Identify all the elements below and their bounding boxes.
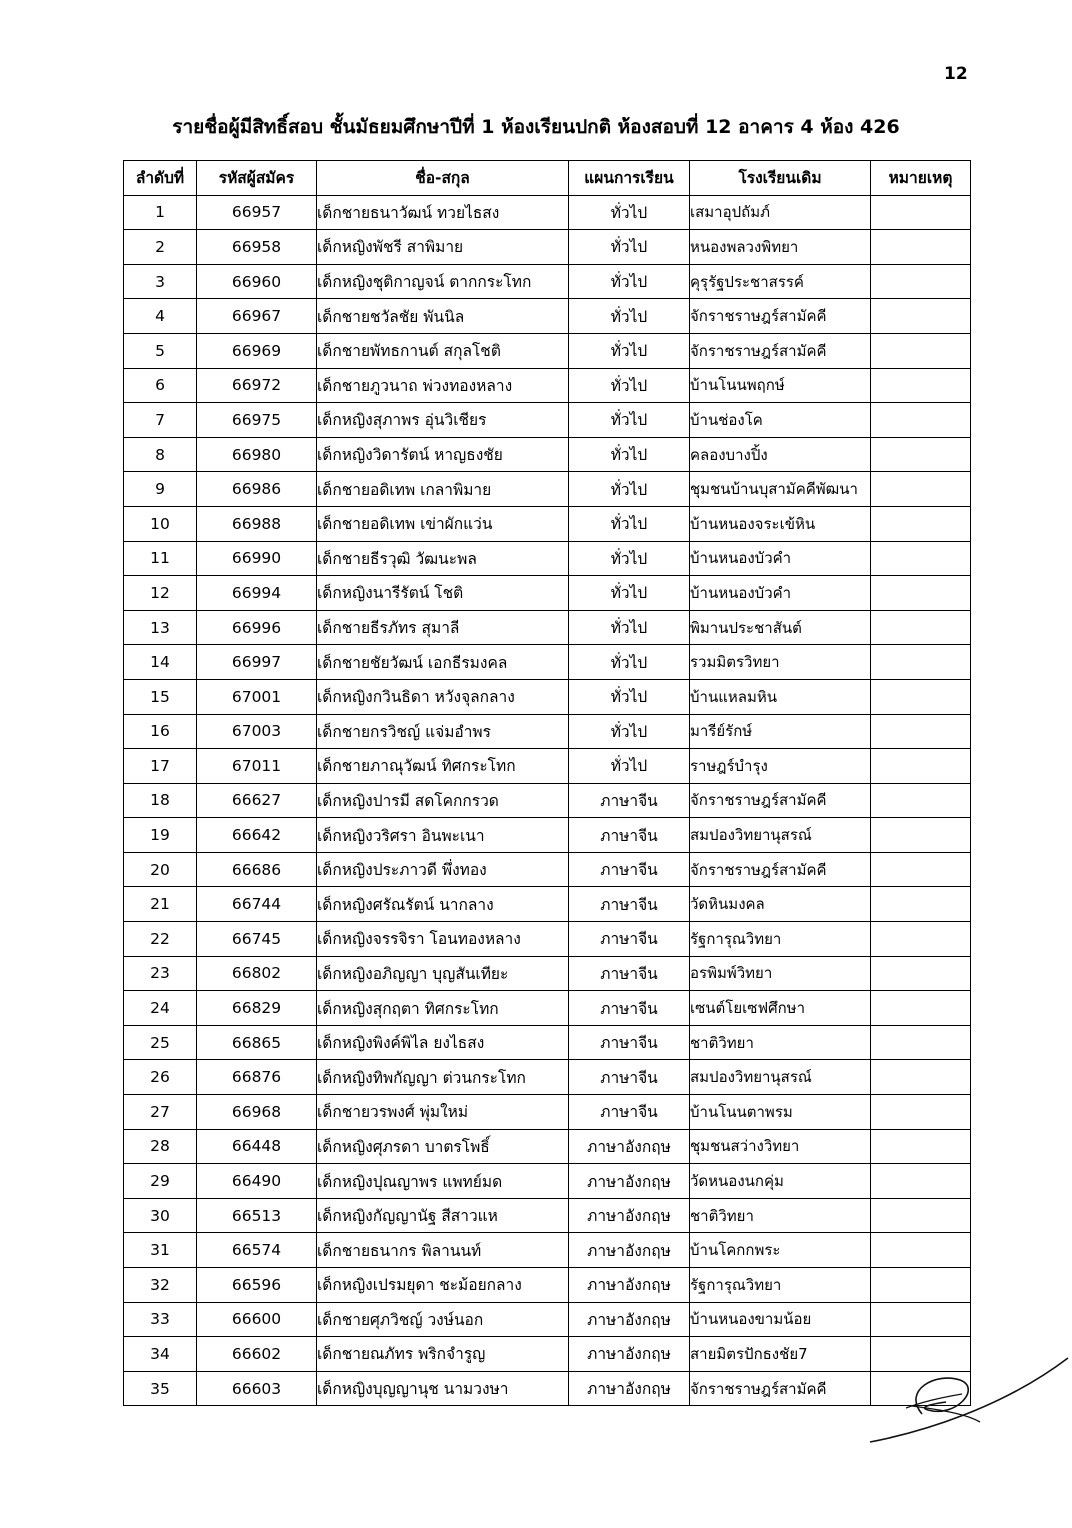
row-order: 5 — [124, 333, 197, 368]
table-row — [124, 645, 971, 680]
row-full-name: เด็กหญิงเปรมยุดา ชะม้อยกลาง — [317, 1268, 569, 1303]
row-remarks — [871, 541, 971, 576]
row-remarks — [871, 333, 971, 368]
row-study-plan: ภาษาจีน — [569, 887, 690, 922]
row-full-name: เด็กหญิงปุณญาพร แพทย์มด — [317, 1164, 569, 1199]
row-study-plan: ภาษาจีน — [569, 818, 690, 853]
row-applicant-id: 66960 — [197, 264, 317, 299]
row-full-name: เด็กชายธนากร พิลานนท์ — [317, 1233, 569, 1268]
table-row — [124, 1233, 971, 1268]
row-study-plan: ทั่วไป — [569, 714, 690, 749]
row-previous-school: คลองบางปิ้ง — [690, 437, 871, 472]
row-applicant-id: 66980 — [197, 437, 317, 472]
row-study-plan: ทั่วไป — [569, 264, 690, 299]
table-row — [124, 299, 971, 334]
row-applicant-id: 66994 — [197, 576, 317, 611]
table-row — [124, 403, 971, 438]
row-applicant-id: 66986 — [197, 472, 317, 507]
row-study-plan: ทั่วไป — [569, 403, 690, 438]
row-remarks — [871, 506, 971, 541]
table-row — [124, 714, 971, 749]
row-study-plan: ภาษาจีน — [569, 956, 690, 991]
row-order: 29 — [124, 1164, 197, 1199]
row-previous-school: อรพิมพ์วิทยา — [690, 956, 871, 991]
row-previous-school: ชุมชนบ้านบุสามัคคีพัฒนา — [690, 472, 871, 507]
row-full-name: เด็กชายชวัลชัย พันนิล — [317, 299, 569, 334]
row-order: 17 — [124, 749, 197, 784]
row-order: 23 — [124, 956, 197, 991]
row-applicant-id: 66996 — [197, 610, 317, 645]
row-full-name: เด็กหญิงพิงค์พิไล ยงไธสง — [317, 1025, 569, 1060]
row-applicant-id: 66744 — [197, 887, 317, 922]
row-applicant-id: 66490 — [197, 1164, 317, 1199]
row-previous-school: พิมานประชาสันต์ — [690, 610, 871, 645]
row-remarks — [871, 1302, 971, 1337]
row-order: 27 — [124, 1095, 197, 1130]
row-applicant-id: 66968 — [197, 1095, 317, 1130]
table-row — [124, 368, 971, 403]
row-applicant-id: 66876 — [197, 1060, 317, 1095]
table-row — [124, 922, 971, 957]
row-full-name: เด็กหญิงวริศรา อินพะเนา — [317, 818, 569, 853]
table-row — [124, 195, 971, 230]
row-full-name: เด็กหญิงนารีรัตน์ โชติ — [317, 576, 569, 611]
table-row — [124, 333, 971, 368]
row-previous-school: บ้านโคกกพระ — [690, 1233, 871, 1268]
row-full-name: เด็กชายภูวนาถ พ่วงทองหลาง — [317, 368, 569, 403]
table-row — [124, 1060, 971, 1095]
row-order: 9 — [124, 472, 197, 507]
row-remarks — [871, 368, 971, 403]
table-body — [124, 195, 971, 1406]
table-row — [124, 1268, 971, 1303]
row-order: 1 — [124, 195, 197, 230]
row-order: 31 — [124, 1233, 197, 1268]
table-row — [124, 610, 971, 645]
header-full-name: ชื่อ-สกุล — [317, 161, 569, 196]
row-remarks — [871, 1060, 971, 1095]
row-remarks — [871, 437, 971, 472]
row-full-name: เด็กหญิงประภาวดี พึ่งทอง — [317, 852, 569, 887]
row-full-name: เด็กหญิงอภิญญา บุญสันเทียะ — [317, 956, 569, 991]
row-full-name: เด็กหญิงจรรจิรา โอนทองหลาง — [317, 922, 569, 957]
row-previous-school: บ้านหนองบัวคำ — [690, 576, 871, 611]
row-full-name: เด็กชายพัทธกานต์ สกุลโชติ — [317, 333, 569, 368]
row-previous-school: บ้านโนนตาพรม — [690, 1095, 871, 1130]
row-order: 16 — [124, 714, 197, 749]
row-applicant-id: 66988 — [197, 506, 317, 541]
row-full-name: เด็กชายณภัทร พริกจำรูญ — [317, 1337, 569, 1372]
row-full-name: เด็กชายวรพงศ์ พุ่มใหม่ — [317, 1095, 569, 1130]
row-study-plan: ทั่วไป — [569, 437, 690, 472]
row-applicant-id: 66602 — [197, 1337, 317, 1372]
page-title: รายชื่อผู้มีสิทธิ์สอบ ชั้นมัธยมศึกษาปีที่ 1 ห้องเรียนปกติ ห้องสอบที่ 12 อาคาร 4 ห้อง 426 — [172, 116, 900, 138]
row-applicant-id: 67001 — [197, 679, 317, 714]
row-study-plan: ภาษาจีน — [569, 783, 690, 818]
row-previous-school: วัดหนองนกคุ่ม — [690, 1164, 871, 1199]
table-header-row — [124, 161, 971, 196]
row-study-plan: ทั่วไป — [569, 506, 690, 541]
row-full-name: เด็กหญิงวิดารัตน์ หาญธงชัย — [317, 437, 569, 472]
row-applicant-id: 66957 — [197, 195, 317, 230]
row-remarks — [871, 576, 971, 611]
row-full-name: เด็กชายอดิเทพ เกลาพิมาย — [317, 472, 569, 507]
row-previous-school: หนองพลวงพิทยา — [690, 230, 871, 265]
row-full-name: เด็กหญิงบุญญานุช นามวงษา — [317, 1371, 569, 1406]
row-full-name: เด็กชายธีรภัทร สุมาลี — [317, 610, 569, 645]
table-row — [124, 783, 971, 818]
row-previous-school: บ้านช่องโค — [690, 403, 871, 438]
row-full-name: เด็กหญิงสุภาพร อุ่นวิเชียร — [317, 403, 569, 438]
row-remarks — [871, 264, 971, 299]
row-applicant-id: 66603 — [197, 1371, 317, 1406]
row-remarks — [871, 818, 971, 853]
signature — [862, 1346, 1072, 1451]
table-row — [124, 1095, 971, 1130]
table-row — [124, 230, 971, 265]
row-full-name: เด็กชายภาณุวัฒน์ ทิศกระโทก — [317, 749, 569, 784]
row-applicant-id: 66596 — [197, 1268, 317, 1303]
row-remarks — [871, 230, 971, 265]
row-order: 35 — [124, 1371, 197, 1406]
row-previous-school: สมปองวิทยานุสรณ์ — [690, 1060, 871, 1095]
row-study-plan: ภาษาจีน — [569, 1060, 690, 1095]
row-applicant-id: 66802 — [197, 956, 317, 991]
row-applicant-id: 66448 — [197, 1129, 317, 1164]
row-previous-school: คุรุรัฐประชาสรรค์ — [690, 264, 871, 299]
table-row — [124, 1025, 971, 1060]
row-study-plan: ทั่วไป — [569, 472, 690, 507]
row-full-name: เด็กชายชัยวัฒน์ เอกธีรมงคล — [317, 645, 569, 680]
row-study-plan: ทั่วไป — [569, 645, 690, 680]
row-previous-school: จักราชราษฎร์สามัคคี — [690, 783, 871, 818]
row-applicant-id: 66642 — [197, 818, 317, 853]
table-row — [124, 887, 971, 922]
table-row — [124, 576, 971, 611]
row-full-name: เด็กหญิงศรัณรัตน์ นากลาง — [317, 887, 569, 922]
row-remarks — [871, 610, 971, 645]
row-applicant-id: 66745 — [197, 922, 317, 957]
row-remarks — [871, 749, 971, 784]
row-previous-school: ราษฎร์บำรุง — [690, 749, 871, 784]
table-row — [124, 1337, 971, 1372]
row-study-plan: ภาษาอังกฤษ — [569, 1129, 690, 1164]
row-remarks — [871, 1025, 971, 1060]
row-order: 33 — [124, 1302, 197, 1337]
row-applicant-id: 66997 — [197, 645, 317, 680]
row-full-name: เด็กชายธีรวุฒิ วัฒนะพล — [317, 541, 569, 576]
row-remarks — [871, 195, 971, 230]
row-study-plan: ทั่วไป — [569, 230, 690, 265]
row-study-plan: ทั่วไป — [569, 749, 690, 784]
row-order: 8 — [124, 437, 197, 472]
row-order: 25 — [124, 1025, 197, 1060]
table-row — [124, 991, 971, 1026]
row-full-name: เด็กหญิงศุภรดา บาตรโพธิ์ — [317, 1129, 569, 1164]
row-study-plan: ภาษาอังกฤษ — [569, 1198, 690, 1233]
row-previous-school: เสมาอุปถัมภ์ — [690, 195, 871, 230]
row-previous-school: รวมมิตรวิทยา — [690, 645, 871, 680]
row-order: 34 — [124, 1337, 197, 1372]
row-full-name: เด็กหญิงกัญญานัฐ สีสาวแห — [317, 1198, 569, 1233]
header-order: ลำดับที่ — [124, 161, 197, 196]
row-previous-school: จักราชราษฎร์สามัคคี — [690, 852, 871, 887]
header-previous-school: โรงเรียนเดิม — [690, 161, 871, 196]
row-study-plan: ภาษาอังกฤษ — [569, 1371, 690, 1406]
page-number: 12 — [944, 64, 968, 84]
row-applicant-id: 66574 — [197, 1233, 317, 1268]
row-remarks — [871, 1268, 971, 1303]
row-previous-school: บ้านหนองขามน้อย — [690, 1302, 871, 1337]
row-full-name: เด็กหญิงพัชรี สาพิมาย — [317, 230, 569, 265]
row-remarks — [871, 956, 971, 991]
row-previous-school: บ้านโนนพฤกษ์ — [690, 368, 871, 403]
table-row — [124, 506, 971, 541]
table-row — [124, 1129, 971, 1164]
header-remarks: หมายเหตุ — [871, 161, 971, 196]
row-order: 30 — [124, 1198, 197, 1233]
table-row — [124, 956, 971, 991]
row-remarks — [871, 887, 971, 922]
row-previous-school: รัฐการุณวิทยา — [690, 922, 871, 957]
row-previous-school: บ้านแหลมหิน — [690, 679, 871, 714]
table-row — [124, 1302, 971, 1337]
row-applicant-id: 67011 — [197, 749, 317, 784]
row-full-name: เด็กชายศุภวิชญ์ วงษ์นอก — [317, 1302, 569, 1337]
row-previous-school: วัดหินมงคล — [690, 887, 871, 922]
row-order: 22 — [124, 922, 197, 957]
row-study-plan: ภาษาอังกฤษ — [569, 1337, 690, 1372]
row-order: 13 — [124, 610, 197, 645]
row-applicant-id: 66829 — [197, 991, 317, 1026]
row-remarks — [871, 1198, 971, 1233]
row-previous-school: ชุมชนสว่างวิทยา — [690, 1129, 871, 1164]
row-study-plan: ภาษาอังกฤษ — [569, 1302, 690, 1337]
row-previous-school: ชาติวิทยา — [690, 1198, 871, 1233]
row-order: 2 — [124, 230, 197, 265]
row-remarks — [871, 783, 971, 818]
row-previous-school: บ้านหนองบัวคำ — [690, 541, 871, 576]
table-row — [124, 541, 971, 576]
row-applicant-id: 66972 — [197, 368, 317, 403]
row-remarks — [871, 299, 971, 334]
row-remarks — [871, 922, 971, 957]
row-remarks — [871, 645, 971, 680]
row-remarks — [871, 714, 971, 749]
row-study-plan: ภาษาจีน — [569, 1095, 690, 1130]
table-row — [124, 1371, 971, 1406]
row-study-plan: ทั่วไป — [569, 679, 690, 714]
row-applicant-id: 66865 — [197, 1025, 317, 1060]
candidate-table — [123, 160, 971, 1406]
row-applicant-id: 66967 — [197, 299, 317, 334]
table-row — [124, 437, 971, 472]
row-remarks — [871, 1095, 971, 1130]
row-order: 28 — [124, 1129, 197, 1164]
table-row — [124, 1164, 971, 1199]
row-previous-school: บ้านหนองจระเข้หิน — [690, 506, 871, 541]
row-order: 24 — [124, 991, 197, 1026]
row-order: 32 — [124, 1268, 197, 1303]
table-row — [124, 852, 971, 887]
row-order: 26 — [124, 1060, 197, 1095]
row-order: 12 — [124, 576, 197, 611]
row-order: 10 — [124, 506, 197, 541]
row-applicant-id: 66958 — [197, 230, 317, 265]
row-remarks — [871, 679, 971, 714]
row-full-name: เด็กชายกรวิชญ์ แจ่มอำพร — [317, 714, 569, 749]
row-order: 11 — [124, 541, 197, 576]
row-applicant-id: 67003 — [197, 714, 317, 749]
table-row — [124, 818, 971, 853]
row-study-plan: ภาษาจีน — [569, 991, 690, 1026]
row-order: 21 — [124, 887, 197, 922]
row-previous-school: เซนต์โยเซฟศึกษา — [690, 991, 871, 1026]
row-applicant-id: 66969 — [197, 333, 317, 368]
row-full-name: เด็กหญิงชุติกาญจน์ ตากกระโทก — [317, 264, 569, 299]
row-applicant-id: 66990 — [197, 541, 317, 576]
table-row — [124, 1198, 971, 1233]
row-previous-school: รัฐการุณวิทยา — [690, 1268, 871, 1303]
row-study-plan: ภาษาจีน — [569, 922, 690, 957]
row-remarks — [871, 1129, 971, 1164]
row-study-plan: ภาษาจีน — [569, 1025, 690, 1060]
row-previous-school: สมปองวิทยานุสรณ์ — [690, 818, 871, 853]
row-order: 15 — [124, 679, 197, 714]
row-remarks — [871, 1233, 971, 1268]
row-full-name: เด็กหญิงทิพกัญญา ต่วนกระโทก — [317, 1060, 569, 1095]
row-full-name: เด็กหญิงกวินธิดา หวังจุลกลาง — [317, 679, 569, 714]
row-remarks — [871, 403, 971, 438]
row-order: 4 — [124, 299, 197, 334]
row-study-plan: ทั่วไป — [569, 195, 690, 230]
row-order: 20 — [124, 852, 197, 887]
row-previous-school: จักราชราษฎร์สามัคคี — [690, 299, 871, 334]
row-remarks — [871, 1164, 971, 1199]
row-order: 6 — [124, 368, 197, 403]
row-study-plan: ภาษาอังกฤษ — [569, 1164, 690, 1199]
row-previous-school: จักราชราษฎร์สามัคคี — [690, 1371, 871, 1406]
row-remarks — [871, 991, 971, 1026]
row-study-plan: ทั่วไป — [569, 576, 690, 611]
row-order: 3 — [124, 264, 197, 299]
row-study-plan: ภาษาจีน — [569, 852, 690, 887]
row-order: 7 — [124, 403, 197, 438]
table-row — [124, 472, 971, 507]
row-applicant-id: 66600 — [197, 1302, 317, 1337]
row-applicant-id: 66627 — [197, 783, 317, 818]
row-remarks — [871, 472, 971, 507]
row-order: 18 — [124, 783, 197, 818]
header-study-plan: แผนการเรียน — [569, 161, 690, 196]
row-full-name: เด็กหญิงปารมี สดโคกกรวด — [317, 783, 569, 818]
row-previous-school: มารีย์รักษ์ — [690, 714, 871, 749]
row-full-name: เด็กชายอดิเทพ เข่าผักแว่น — [317, 506, 569, 541]
row-study-plan: ภาษาอังกฤษ — [569, 1268, 690, 1303]
row-study-plan: ภาษาอังกฤษ — [569, 1233, 690, 1268]
row-remarks — [871, 852, 971, 887]
header-applicant-id: รหัสผู้สมัคร — [197, 161, 317, 196]
row-applicant-id: 66513 — [197, 1198, 317, 1233]
table-row — [124, 264, 971, 299]
row-order: 19 — [124, 818, 197, 853]
row-previous-school: ชาติวิทยา — [690, 1025, 871, 1060]
row-study-plan: ทั่วไป — [569, 610, 690, 645]
table-row — [124, 679, 971, 714]
row-study-plan: ทั่วไป — [569, 299, 690, 334]
table-row — [124, 749, 971, 784]
row-applicant-id: 66975 — [197, 403, 317, 438]
row-study-plan: ทั่วไป — [569, 541, 690, 576]
row-applicant-id: 66686 — [197, 852, 317, 887]
row-order: 14 — [124, 645, 197, 680]
row-previous-school: สายมิตรปักธงชัย7 — [690, 1337, 871, 1372]
row-study-plan: ทั่วไป — [569, 368, 690, 403]
row-full-name: เด็กชายธนาวัฒน์ ทวยไธสง — [317, 195, 569, 230]
row-study-plan: ทั่วไป — [569, 333, 690, 368]
row-full-name: เด็กหญิงสุกฤตา ทิศกระโทก — [317, 991, 569, 1026]
row-previous-school: จักราชราษฎร์สามัคคี — [690, 333, 871, 368]
